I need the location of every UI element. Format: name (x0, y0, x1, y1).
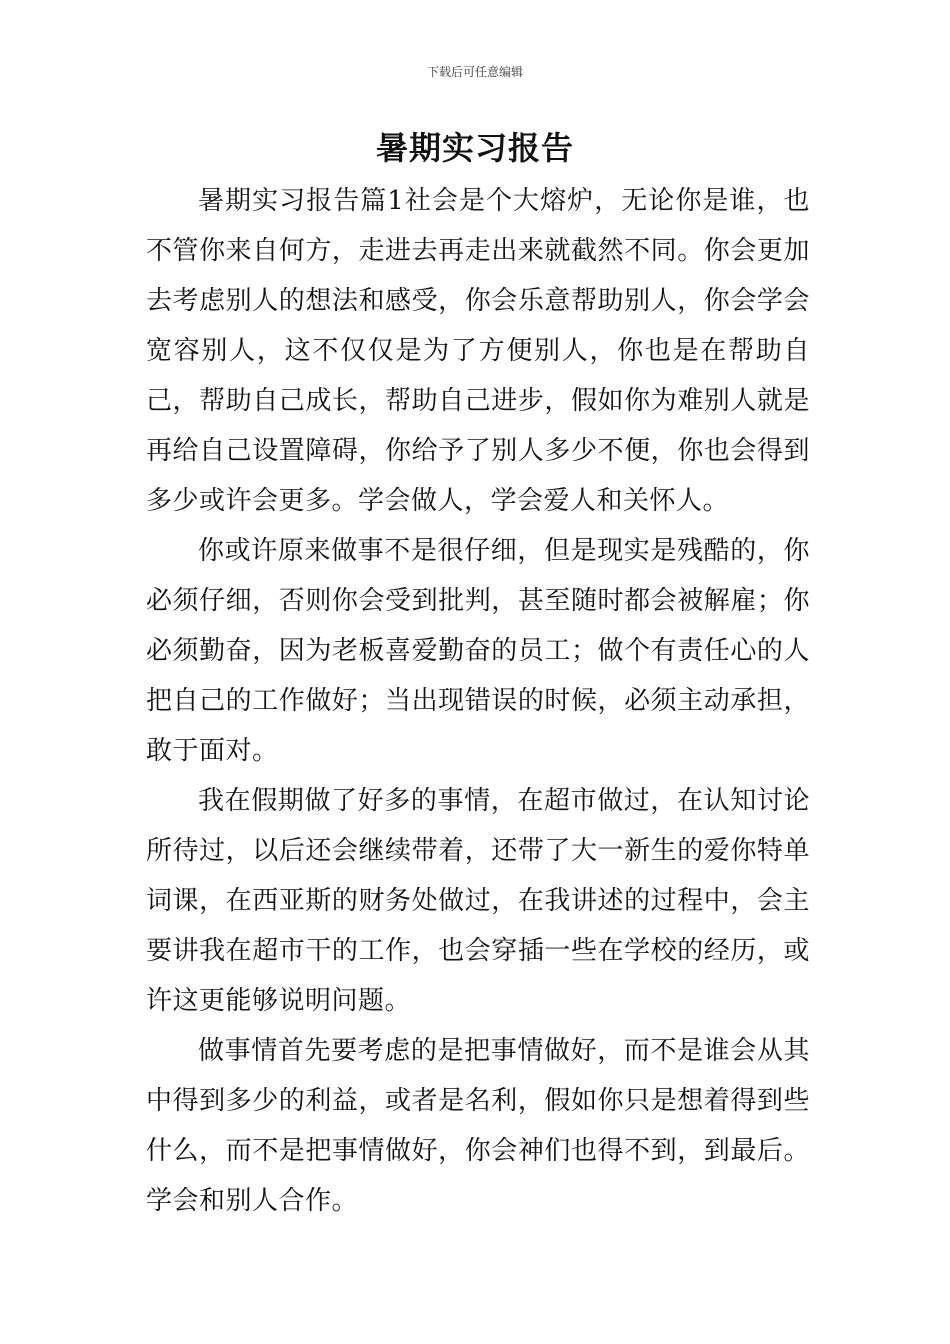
document-body (146, 176, 810, 1226)
paragraph-2: 你或许原来做事不是很仔细，但是现实是残酷的，你必须仔细，否则你会受到批判，甚至随时都会被解雇；你必须勤奋，因为老板喜爱勤奋的员工；做个有责任心的人把自己的工作做好；当出现错误的时候，必须主动承担，敢于面对。 (146, 536, 810, 766)
header-note: 下载后可任意编辑 (426, 65, 523, 79)
paragraph-4: 做事情首先要考虑的是把事情做好，而不是谁会从其中得到多少的利益，或者是名利，假如你只是想着得到些什么，而不是把事情做好，你会神们也得不到，到最后。学会和别人合作。 (146, 1036, 810, 1216)
paragraph-1: 暑期实习报告篇1社会是个大熔炉，无论你是谁，也不管你来自何方，走进去再走出来就截然不同。你会更加去考虑别人的想法和感受，你会乐意帮助别人，你会学会宽容别人，这不仅仅是为了方便别人，你也是在帮助自己，帮助自己成长，帮助自己进步，假如你为难别人就是再给自己设置障碍，你给予了别人多少不便，你也会得到多少或许会更多。学会做人，学会爱人和关怀人。 (146, 186, 810, 516)
document-title: 暑期实习报告 (375, 129, 574, 167)
paragraph-3: 我在假期做了好多的事情，在超市做过，在认知讨论所待过，以后还会继续带着，还带了大一新生的爱你特单词课，在西亚斯的财务处做过，在我讲述的过程中，会主要讲我在超市干的工作，也会穿插一些在学校的经历，或许这更能够说明问题。 (146, 786, 810, 1016)
